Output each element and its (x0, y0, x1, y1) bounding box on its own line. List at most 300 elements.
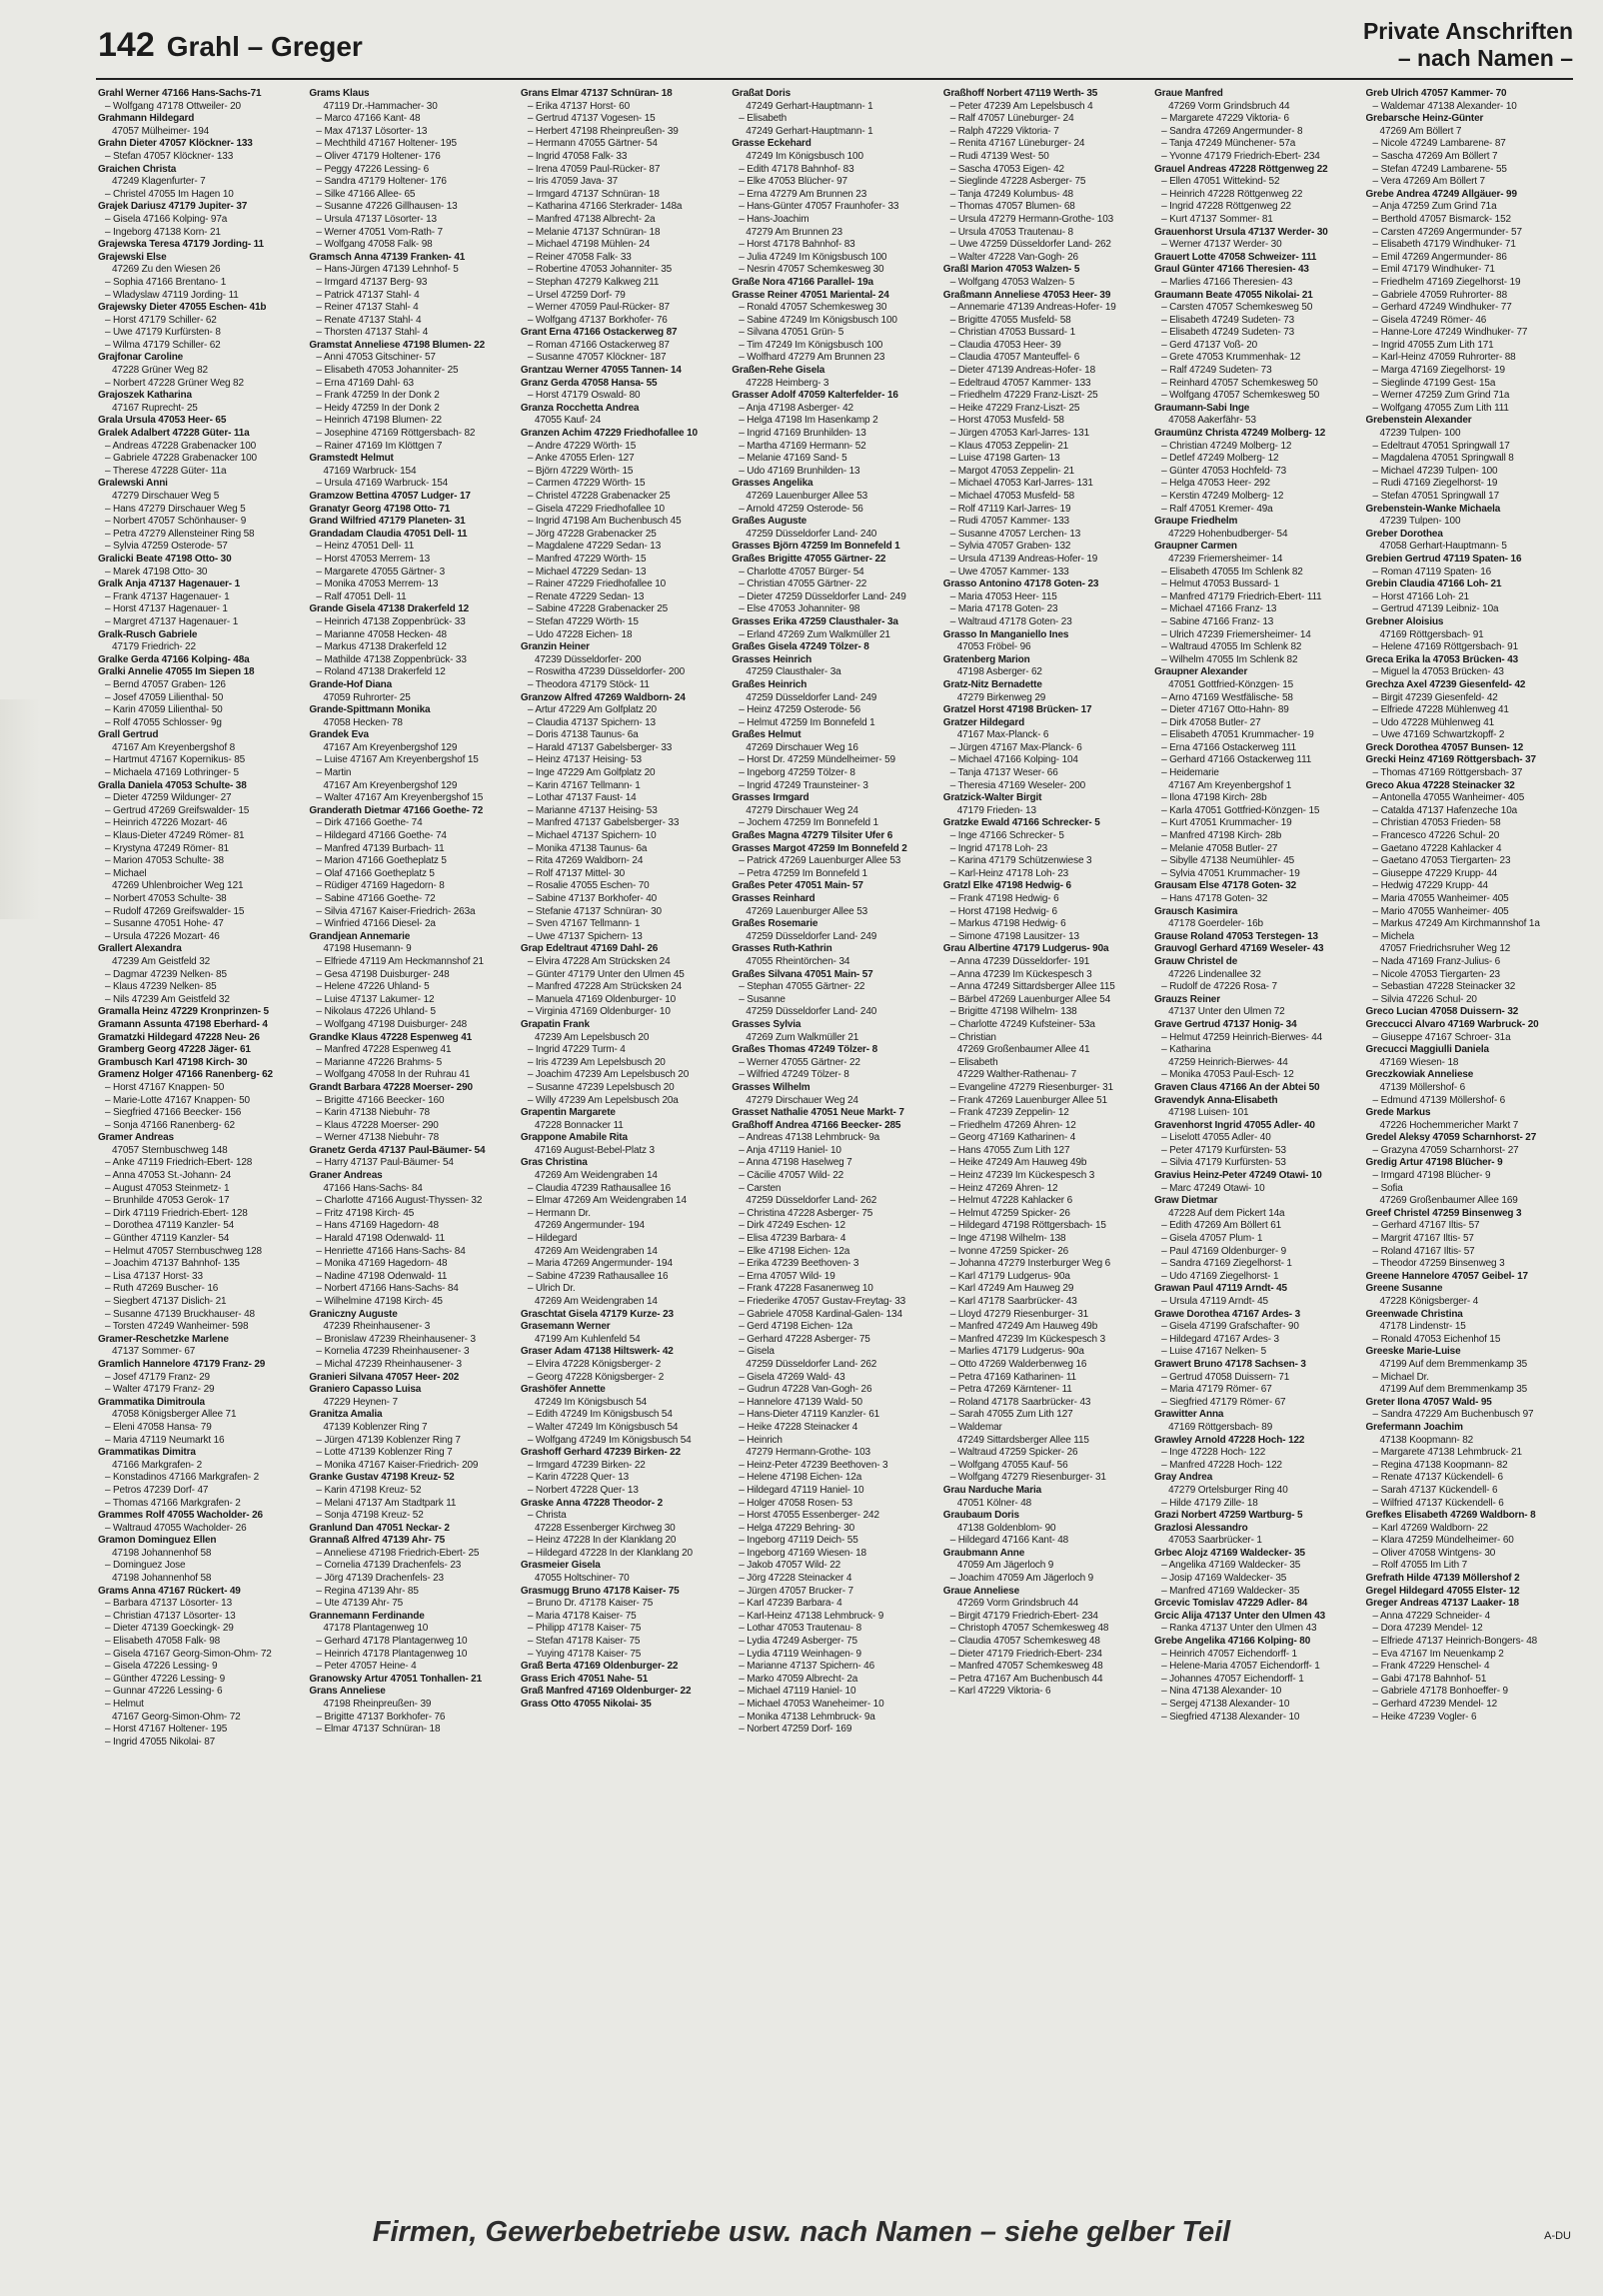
listing-entry: – Josephine 47169 Röttgersbach- 82 (316, 428, 476, 440)
listing-entry-surname: Graul Günter 47166 Theresien- 43 (1154, 264, 1309, 276)
listing-entry: 47198 Luisen- 101 (1168, 1107, 1249, 1119)
listing-entry: 47269 Zum Walkmüller 21 (746, 1031, 859, 1043)
listing-entry: – Jochem 47259 Im Bonnefeld 1 (739, 817, 878, 829)
listing-entry: – Ingrid 47058 Falk- 33 (527, 150, 628, 162)
listing-entry: – Wilfried 47249 Tölzer- 8 (739, 1069, 849, 1081)
listing-entry: – Hans-Dieter 47119 Kanzler- 61 (739, 1409, 880, 1421)
listing-entry: – Katharina 47166 Sterkrader- 148a (527, 201, 683, 213)
listing-entry: – Markus 47249 Am Kirchmannshof 1a (1372, 918, 1540, 930)
listing-entry: – Giuseppe 47167 Schroer- 31a (1372, 1031, 1511, 1043)
listing-entry: – Mathilde 47138 Zoppenbrück- 33 (316, 653, 467, 665)
listing-entry: – Luise 47137 Lakumer- 12 (316, 993, 435, 1005)
listing-entry: – Karl-Heinz 47059 Ruhrorter- 88 (1372, 352, 1516, 364)
listing-entry: – Sonja 47166 Ranenberg- 62 (105, 1119, 235, 1131)
listing-entry: – Gisela 47269 Wald- 43 (739, 1371, 845, 1383)
listing-entry-surname: Graßes Rosemarie (732, 918, 818, 930)
listing-entry: – Rudi 47139 West- 50 (949, 150, 1049, 162)
listing-entry: – Edeltraut 47051 Springwall 17 (1372, 440, 1510, 452)
listing-entry: – Monika 47053 Merrem- 13 (316, 578, 439, 590)
listing-column (521, 88, 728, 2171)
listing-entry: – Wolfgang 47279 Riesenburger- 31 (949, 1472, 1106, 1484)
listing-entry: – Tanja 47249 Münchener- 57a (1161, 138, 1296, 150)
listing-entry: 47167 Am Kreyenbergshof 129 (323, 741, 458, 753)
listing-entry: – Heinrich (739, 1434, 783, 1446)
listing-entry: – Günter 47179 Unter den Ulmen 45 (527, 968, 685, 980)
listing-entry-surname: Grebarsche Heinz-Günter (1365, 113, 1484, 125)
listing-entry-surname: Graniero Capasso Luisa (309, 1384, 422, 1396)
listing-entry: – Uwe 47179 Kurfürsten- 8 (105, 327, 221, 339)
listing-entry: – Werner 47138 Niebuhr- 78 (316, 1132, 440, 1144)
listing-entry-surname: Grajoszek Katharina (98, 390, 192, 402)
listing-entry: – Renate 47229 Sedan- 13 (527, 590, 645, 602)
listing-entry: – Horst 47053 Merrem- 13 (316, 553, 431, 565)
listing-entry: – Elisabeth 47058 Falk- 98 (105, 1636, 221, 1648)
listing-entry-surname: Grebin Claudia 47166 Loh- 21 (1365, 578, 1502, 590)
listing-entry: – Luise 47198 Garten- 13 (949, 453, 1060, 465)
listing-entry-surname: Greczkowiak Anneliese (1365, 1069, 1474, 1081)
listing-entry: – Marianne 47137 Spichern- 46 (739, 1661, 875, 1673)
listing-entry-surname: Gramalla Heinz 47229 Kronprinzen- 5 (98, 1006, 269, 1018)
listing-entry: – Anke 47119 Friedrich-Ebert- 128 (105, 1157, 253, 1169)
listing-entry: – Gaetano 47228 Kahlacker 4 (1372, 842, 1502, 854)
listing-entry: – Gerhard 47239 Mendel- 12 (1372, 1699, 1498, 1710)
listing-entry: – Siegbert 47137 Dislich- 21 (105, 1296, 227, 1307)
listing-entry: – Horst 47167 Knappen- 50 (105, 1081, 225, 1093)
listing-entry: – Gabriele 47228 Grabenacker 100 (105, 453, 257, 465)
listing-entry: – Patrick 47137 Stahl- 4 (316, 289, 420, 301)
listing-entry: – Gerhard 47167 Iltis- 57 (1372, 1220, 1480, 1232)
listing-entry: – Susanne 47139 Bruckhauser- 48 (105, 1308, 255, 1320)
listing-entry: – Wolfgang 47053 Walzen- 5 (949, 276, 1075, 288)
listing-entry: – Doris 47138 Taunus- 6a (527, 729, 639, 741)
listing-entry-surname: Gras Christina (520, 1157, 588, 1169)
listing-entry: – Gerhard 47249 Windhuker- 77 (1372, 302, 1512, 314)
listing-entry: – Wolfgang 47055 Kauf- 56 (949, 1459, 1068, 1471)
listing-entry-surname: Grasses Sylvia (732, 1018, 802, 1030)
listing-entry: – Michael 47239 Tulpen- 100 (1372, 465, 1498, 477)
listing-entry: – Manfred 47239 Im Kückespesch 3 (949, 1333, 1105, 1345)
listing-entry: – Heinz-Peter 47239 Beethoven- 3 (739, 1459, 888, 1471)
listing-entry: – Elfriede 47137 Heinrich-Bongers- 48 (1372, 1636, 1538, 1648)
listing-entry: – Siegfried 47166 Beecker- 156 (105, 1107, 242, 1119)
listing-entry: – Anke 47055 Erlen- 127 (527, 453, 635, 465)
listing-entry: – Elvira 47228 Am Strücksken 24 (527, 955, 671, 967)
listing-entry: – Sonja 47198 Kreuz- 52 (316, 1510, 424, 1522)
listing-entry: – Hildegard 47198 Röttgersbach- 15 (949, 1220, 1106, 1232)
listing-entry: – Magdalena 47051 Springwall 8 (1372, 453, 1514, 465)
listing-entry: 47259 Düsseldorfer Land- 262 (746, 1358, 877, 1370)
edition-code: A-DU (1544, 2230, 1571, 2242)
listing-entry: – Yuying 47178 Kaiser- 75 (527, 1648, 642, 1660)
listing-entry: – Ingrid 47055 Zum Lith 171 (1372, 339, 1494, 351)
listing-entry: – Rolf 47137 Mittel- 30 (527, 867, 626, 879)
listing-entry: 47279 Birkenweg 29 (956, 691, 1046, 703)
listing-entry: – Marko 47059 Albrecht- 2a (739, 1673, 858, 1685)
listing-entry: – Heinz 47051 Dell- 11 (316, 541, 415, 553)
listing-entry-surname: Granowsky Artur 47051 Tonhallen- 21 (309, 1673, 483, 1685)
listing-entry: – Frank 47198 Hedwig- 6 (949, 893, 1059, 904)
listing-entry: – Margret 47137 Hagenauer- 1 (105, 615, 239, 627)
listing-entry-surname: Gramstedt Helmut (309, 453, 394, 465)
listing-entry: – Michael 47198 Mühlen- 24 (527, 239, 651, 251)
listing-entry: – Manfred 47179 Friedrich-Ebert- 111 (1161, 590, 1322, 602)
listing-entry: – Manfred 47198 Kirch- 28b (1161, 830, 1282, 842)
listing-entry: – Gisela 47226 Lessing- 9 (105, 1661, 218, 1673)
listing-entry: – Johanna 47279 Insterburger Weg 6 (949, 1258, 1111, 1270)
listing-entry: – Brunhilde 47053 Gerok- 17 (105, 1195, 230, 1207)
listing-entry: – Karin 47228 Quer- 13 (527, 1472, 630, 1484)
listing-entry-surname: Grbec Alojz 47169 Waldecker- 35 (1154, 1547, 1305, 1559)
listing-entry: – Heinrich 47138 Zoppenbrück- 33 (316, 615, 466, 627)
listing-entry: – Christoph 47057 Schemkesweg 48 (949, 1623, 1109, 1635)
listing-entry-surname: Gramenz Holger 47166 Ranenberg- 62 (98, 1069, 273, 1081)
listing-entry: – Dirk 47058 Butler- 27 (1161, 716, 1261, 728)
listing-entry-surname: Graubaum Doris (942, 1510, 1019, 1522)
listing-entry: – Holger 47058 Rosen- 53 (739, 1497, 852, 1509)
listing-entry: – Kornelia 47239 Rheinhausener- 3 (316, 1346, 470, 1358)
listing-entry: – Ingrid 47228 Röttgenweg 22 (1161, 201, 1291, 213)
listing-entry: – Norbert 47228 Quer- 13 (527, 1484, 639, 1496)
listing-entry: – Sofia (1372, 1182, 1403, 1194)
listing-entry: – Roland 47167 Iltis- 57 (1372, 1245, 1475, 1257)
listing-entry-surname: Grauzs Reiner (1154, 993, 1220, 1005)
listing-entry-surname: Grasemann Werner (520, 1321, 611, 1333)
listing-entry: – Wolfgang 47137 Borkhofer- 76 (527, 314, 668, 326)
listing-entry: – Gisela 47057 Plum- 1 (1161, 1233, 1263, 1245)
listing-entry: – Sarah 47055 Zum Lith 127 (949, 1409, 1073, 1421)
listing-entry-surname: Gramberg Georg 47228 Jäger- 61 (98, 1044, 251, 1056)
listing-entry: – Nadine 47198 Odenwald- 11 (316, 1270, 448, 1282)
listing-entry: – Petros 47239 Dorf- 47 (105, 1484, 209, 1496)
listing-entry: – Mechthild 47167 Holtener- 195 (316, 138, 457, 150)
listing-entry: – Melani 47137 Am Stadtpark 11 (316, 1497, 457, 1509)
listing-entry: – Willy 47239 Am Lepelsbusch 20a (527, 1094, 679, 1106)
listing-entry: – Johannes 47057 Eichendorff- 1 (1161, 1673, 1304, 1685)
listing-entry: – Elmar 47269 Am Weidengraben 14 (527, 1195, 687, 1207)
listing-entry: – Nada 47169 Franz-Julius- 6 (1372, 955, 1501, 967)
listing-entry: – Ranka 47137 Unter den Ulmen 43 (1161, 1623, 1317, 1635)
listing-entry-surname: Graue Manfred (1154, 88, 1223, 99)
listing-entry: 47229 Hohenbudberger- 54 (1168, 528, 1288, 540)
listing-entry: – Horst 47053 Musfeld- 58 (949, 415, 1064, 427)
listing-entry-surname: Grecki Heinz 47169 Röttgersbach- 37 (1365, 754, 1536, 766)
listing-entry-surname: Greck Dorothea 47057 Bunsen- 12 (1365, 741, 1524, 753)
listing-entry: 47269 Am Weidengraben 14 (534, 1170, 658, 1182)
listing-entry: – Silvana 47051 Grün- 5 (739, 327, 844, 339)
listing-entry: – Anna 47249 Sittardsberger Allee 115 (949, 981, 1115, 993)
listing-entry: – Erika 47239 Beethoven- 3 (739, 1258, 859, 1270)
listing-entry: – Dirk 47166 Goethe- 74 (316, 817, 423, 829)
listing-entry: – Roman 47119 Spaten- 16 (1372, 566, 1492, 577)
listing-entry: – Sandra 47179 Holtener- 176 (316, 176, 447, 188)
listing-entry: – Erika 47137 Horst- 60 (527, 100, 631, 112)
listing-entry: – Jürgen 47057 Brucker- 7 (739, 1585, 853, 1597)
section-subtitle: – nach Namen – (1397, 45, 1573, 71)
listing-entry-surname: Gravius Heinz-Peter 47249 Otawi- 10 (1154, 1170, 1322, 1182)
listing-entry: – Monika 47053 Paul-Esch- 12 (1161, 1069, 1294, 1081)
listing-entry: – Rudi 47169 Ziegelhorst- 19 (1372, 478, 1498, 490)
listing-entry: – Hermann 47055 Gärtner- 54 (527, 138, 658, 150)
listing-entry-surname: Grallert Alexandra (98, 943, 182, 955)
listing-entry: – Gertrud 47139 Leibniz- 10a (1372, 603, 1499, 615)
listing-entry: 47228 Heimberg- 3 (746, 377, 829, 389)
listing-entry-surname: Granzow Alfred 47269 Waldborn- 24 (520, 691, 686, 703)
listing-entry: – Lotte 47139 Koblenzer Ring 7 (316, 1447, 453, 1459)
listing-entry: – Rolf 47119 Karl-Jarres- 19 (949, 503, 1071, 515)
listing-entry: – Michael 47166 Franz- 13 (1161, 603, 1277, 615)
listing-entry-surname: Grajewska Teresa 47179 Jording- 11 (98, 239, 264, 251)
listing-entry: 47239 Am Geistfeld 32 (112, 955, 211, 967)
listing-entry: – Simone 47198 Lausitzer- 13 (949, 930, 1079, 942)
listing-entry: – Klaus-Dieter 47249 Römer- 81 (105, 830, 245, 842)
listing-entry-surname: Grajfonar Caroline (98, 352, 184, 364)
listing-entry: – Karla 47051 Gottfried-Könzgen- 15 (1161, 804, 1320, 816)
listing-entry: – Heinz 47269 Ähren- 12 (949, 1182, 1058, 1194)
listing-entry-surname: Greene Susanne (1365, 1283, 1443, 1295)
listing-entry: – Susanne 47057 Lerchen- 13 (949, 528, 1081, 540)
listing-entry: – Harry 47137 Paul-Bäumer- 54 (316, 1157, 454, 1169)
listing-entry: – Günther 47226 Lessing- 9 (105, 1673, 226, 1685)
listing-entry: 47269 Vorm Grindsbruch 44 (956, 1598, 1079, 1610)
listing-entry: – Sandra 47229 Am Buchenbusch 97 (1372, 1409, 1534, 1421)
listing-entry-surname: Graumünz Christa 47249 Molberg- 12 (1154, 428, 1326, 440)
listing-entry-surname: Grebenstein Alexander (1365, 415, 1472, 427)
section-heading (1363, 18, 1573, 72)
listing-entry: – Ingrid 47169 Brunhilden- 13 (739, 428, 866, 440)
listing-entry: – Kerstin 47249 Molberg- 12 (1161, 491, 1284, 502)
listing-entry-surname: Grashoff Gerhard 47239 Birken- 22 (520, 1447, 681, 1459)
listing-entry: – Wolfgang 47055 Zum Lith 111 (1372, 402, 1509, 414)
listing-entry: – Peter 47239 Am Lepelsbusch 4 (949, 100, 1093, 112)
listing-entry: – Christian 47053 Frieden- 58 (1372, 817, 1501, 829)
listing-entry-surname: Grams Klaus (309, 88, 370, 99)
listing-entry: – Sabine 47239 Rathausallee 16 (527, 1270, 669, 1282)
listing-entry-surname: Grasses Ruth-Kathrin (732, 943, 832, 955)
listing-entry: – Harald 47137 Gabelsberger- 33 (527, 741, 673, 753)
listing-entry: – Anja 47198 Asberger- 42 (739, 402, 853, 414)
listing-entry-surname: Grau Albertine 47179 Ludgerus- 90a (942, 943, 1109, 955)
listing-entry: – Christian 47055 Gärtner- 22 (739, 578, 867, 590)
listing-entry: – Gertrud 47058 Duissern- 71 (1161, 1371, 1290, 1383)
listing-entry-surname: Grecucci Maggiulli Daniela (1365, 1044, 1489, 1056)
listing-entry: – Tanja 47137 Weser- 66 (949, 767, 1058, 779)
listing-entry: – Detlef 47249 Molberg- 12 (1161, 453, 1279, 465)
listing-entry-surname: Graßes Gisela 47249 Tölzer- 8 (732, 641, 869, 653)
listing-entry: – Dieter 47259 Düsseldorfer Land- 249 (739, 590, 906, 602)
listing-entry: – Ralf 47051 Dell- 11 (316, 590, 407, 602)
listing-entry-surname: Granz Gerda 47058 Hansa- 55 (520, 377, 658, 389)
listing-entry: – Andre 47229 Wörth- 15 (527, 440, 637, 452)
listing-entry: – Ursula 47169 Warbruck- 154 (316, 478, 449, 490)
listing-entry-surname: Graßen-Rehe Gisela (732, 365, 825, 377)
listing-entry: – Gudrun 47228 Van-Gogh- 26 (739, 1384, 872, 1396)
listing-column (943, 88, 1150, 2171)
listing-entry: – Nina 47138 Alexander- 10 (1161, 1686, 1282, 1698)
listing-entry: 47229 Walther-Rathenau- 7 (956, 1069, 1076, 1081)
listing-entry: – Michael 47229 Sedan- 13 (527, 566, 647, 577)
listing-entry: – Christian (949, 1031, 996, 1043)
listing-entry-surname: Grajek Dariusz 47179 Jupiter- 37 (98, 201, 248, 213)
listing-entry: – Heidemarie (1161, 767, 1219, 779)
listing-entry: – Heike 47228 Steinacker 4 (739, 1421, 858, 1433)
listing-entry: – Margarete 47055 Gärtner- 3 (316, 566, 446, 577)
listing-entry: – Otto 47269 Walderbenweg 16 (949, 1358, 1087, 1370)
listing-entry: – Renate 47137 Stahl- 4 (316, 314, 422, 326)
listing-entry: – Dorothea 47119 Kanzler- 54 (105, 1220, 235, 1232)
listing-entry-surname: Greger Andreas 47137 Laaker- 18 (1365, 1598, 1519, 1610)
listing-entry: – Dirk 47249 Eschen- 12 (739, 1220, 845, 1232)
listing-entry: – Sieglinde 47228 Asberger- 75 (949, 176, 1086, 188)
listing-entry: – Elisabeth 47249 Sudeten- 73 (1161, 314, 1295, 326)
listing-entry: – Harald 47198 Odenwald- 11 (316, 1233, 446, 1245)
listing-entry: – Karl 47179 Ludgerus- 90a (949, 1270, 1070, 1282)
listing-entry-surname: Gratzick-Walter Birgit (942, 792, 1042, 804)
listing-entry: – Elfriede 47119 Am Heckmannshof 21 (316, 955, 484, 967)
listing-entry: – Georg 47169 Katharinen- 4 (949, 1132, 1076, 1144)
listing-entry: – Dominguez Jose (105, 1560, 186, 1572)
listing-entry: – Stefan 47229 Wörth- 15 (527, 615, 639, 627)
listing-entry: – Silvia 47167 Kaiser-Friedrich- 263a (316, 905, 476, 917)
listing-entry: 47179 Frieden- 13 (956, 804, 1036, 816)
listing-entry: – Siegfried 47179 Römer- 67 (1161, 1396, 1286, 1408)
listing-entry: – Gerd 47198 Eichen- 12a (739, 1321, 852, 1333)
listing-entry: – Friederike 47057 Gustav-Freytag- 33 (739, 1296, 906, 1307)
listing-entry: – Eleni 47058 Hansa- 79 (105, 1421, 212, 1433)
listing-entry: 47138 Koopmann- 82 (1379, 1434, 1474, 1446)
listing-entry: – Stefan 47178 Kaiser- 75 (527, 1636, 641, 1648)
listing-entry: – Gertrud 47269 Greifswalder- 15 (105, 804, 250, 816)
listing-entry: 47259 Düsseldorfer Land- 249 (746, 930, 877, 942)
listing-entry: – Walter 47228 Van-Gogh- 26 (949, 251, 1078, 263)
listing-entry: – Dieter 47139 Andreas-Hofer- 18 (949, 365, 1095, 377)
listing-entry: – Christian 47249 Molberg- 12 (1161, 440, 1292, 452)
listing-entry: – Renate 47137 Kückendell- 6 (1372, 1472, 1503, 1484)
listing-entry: – Uwe 47259 Düsseldorfer Land- 262 (949, 239, 1111, 251)
listing-entry: – Erna 47166 Ostackerweg 111 (1161, 741, 1297, 753)
listing-entry: – Karl 47178 Saarbrücker- 43 (949, 1296, 1077, 1307)
listing-entry: – Thomas 47166 Markgrafen- 2 (105, 1497, 241, 1509)
listing-entry: – Brigitte 47055 Musfeld- 58 (949, 314, 1071, 326)
listing-entry: 47249 Gerhart-Hauptmann- 1 (746, 100, 873, 112)
listing-entry-surname: Graupner Carmen (1154, 541, 1237, 553)
listing-entry-surname: Grasses Heinrich (732, 653, 812, 665)
listing-entry: – Heike 47249 Am Hauweg 49b (949, 1157, 1087, 1169)
listing-entry: 47169 Röttgersbach- 89 (1168, 1421, 1273, 1433)
listing-entry: – Gerhard 47166 Ostackerweg 111 (1161, 754, 1312, 766)
listing-entry: – Luise 47167 Nelken- 5 (1161, 1346, 1267, 1358)
listing-entry: – Waltraud 47055 Im Schlenk 82 (1161, 641, 1302, 653)
listing-entry: – Marianne 47137 Heising- 53 (527, 804, 658, 816)
listing-entry-surname: Grawan Paul 47119 Arndt- 45 (1154, 1283, 1287, 1295)
listing-entry: – Maria 47178 Goten- 23 (949, 603, 1058, 615)
listing-entry: – Maria 47119 Neumarkt 16 (105, 1434, 225, 1446)
listing-entry-surname: Grawitter Anna (1154, 1409, 1224, 1421)
listing-entry: – Ralf 47051 Kremer- 49a (1161, 503, 1273, 515)
listing-entry: 47167 Ruprecht- 25 (112, 402, 198, 414)
listing-entry: – Michal 47239 Rheinhausener- 3 (316, 1358, 462, 1370)
listing-entry: – Jörg 47228 Grabenacker 25 (527, 528, 657, 540)
listing-entry-surname: Grebner Aloisius (1365, 615, 1444, 627)
listing-entry: – Karin 47198 Kreuz- 52 (316, 1484, 422, 1496)
listing-entry: – Marga 47169 Ziegelhorst- 19 (1372, 365, 1505, 377)
listing-entry: 47269 Uhlenbroicher Weg 121 (112, 880, 244, 892)
listing-entry: – Nils 47239 Am Geistfeld 32 (105, 993, 230, 1005)
listing-entry: 47198 Johannenhof 58 (112, 1573, 212, 1585)
listing-entry: – Karina 47179 Schützenwiese 3 (949, 855, 1092, 867)
listing-entry: – Michael (105, 867, 147, 879)
listing-entry: – Werner 47059 Paul-Rücker- 87 (527, 302, 670, 314)
listing-entry-surname: Graßmann Anneliese 47053 Heer- 39 (942, 289, 1111, 301)
listing-entry: – Brigitte 47198 Wilhelm- 138 (949, 1006, 1077, 1018)
listing-entry-surname: Greeske Marie-Luise (1365, 1346, 1461, 1358)
listing-entry: – Elmar 47137 Schnüran- 18 (316, 1723, 441, 1735)
listing-entry: 47269 Am Weidengraben 14 (534, 1296, 658, 1307)
listing-entry-surname: Grausam Else 47178 Goten- 32 (1154, 880, 1297, 892)
listing-entry: – Ruth 47269 Buscher- 16 (105, 1283, 219, 1295)
listing-entry-surname: Gravenhorst Ingrid 47055 Adler- 40 (1154, 1119, 1315, 1131)
listing-entry: – Klaus 47228 Moerser- 290 (316, 1119, 439, 1131)
listing-entry-surname: Greter Ilona 47057 Wald- 95 (1365, 1396, 1492, 1408)
listing-entry-surname: Greco Akua 47228 Steinacker 32 (1365, 779, 1515, 791)
listing-entry: – Petra 47259 Im Bonnefeld 1 (739, 867, 867, 879)
listing-entry-surname: Graßes Silvana 47051 Main- 57 (732, 968, 873, 980)
listing-entry: – Uwe 47057 Kammer- 133 (949, 566, 1069, 577)
listing-entry: – Marlies 47179 Ludgerus- 90a (949, 1346, 1084, 1358)
listing-entry: – Edith 47178 Bahnhof- 83 (739, 163, 854, 175)
listing-entry: – Marie-Lotte 47167 Knappen- 50 (105, 1094, 250, 1106)
listing-entry: 47058 Königsberger Allee 71 (112, 1409, 237, 1421)
listing-entry: – Ursula 47226 Mozart- 46 (105, 930, 220, 942)
listing-entry: – Markus 47198 Hedwig- 6 (949, 918, 1066, 930)
listing-entry-surname: Grashöfer Annette (520, 1384, 606, 1396)
listing-entry: – Frank 47228 Fasanenweg 10 (739, 1283, 873, 1295)
listing-entry: – Herbert 47198 Rheinpreußen- 39 (527, 125, 679, 137)
listing-entry-surname: Grcevic Tomislav 47229 Adler- 84 (1154, 1598, 1308, 1610)
listing-entry: 47269 Großenbaumer Allee 169 (1379, 1195, 1518, 1207)
listing-entry: – Erna 47169 Dahl- 63 (316, 377, 414, 389)
listing-entry: – Sabine 47137 Borkhofer- 40 (527, 893, 658, 904)
listing-entry: 47279 Ortelsburger Ring 40 (1168, 1484, 1288, 1496)
listing-entry-surname: Graven Claus 47166 An der Abtei 50 (1154, 1081, 1320, 1093)
listing-entry: – Christina 47228 Asberger- 75 (739, 1207, 873, 1219)
listing-entry-surname: Grasso Antonino 47178 Goten- 23 (942, 578, 1099, 590)
listing-entry-surname: Graßes Magna 47279 Tilsiter Ufer 6 (732, 830, 893, 842)
listing-entry-surname: Graß Berta 47169 Oldenburger- 22 (520, 1661, 679, 1673)
footer-note: Firmen, Gewerbebetriebe usw. nach Namen – siehe gelber Teil (372, 2216, 1231, 2248)
listing-entry: – Björn 47229 Wörth- 15 (527, 465, 634, 477)
listing-entry: – Olaf 47166 Goetheplatz 5 (316, 867, 435, 879)
listing-entry: – Waldemar (949, 1421, 1002, 1433)
listing-entry: 47259 Heinrich-Bierwes- 44 (1168, 1056, 1288, 1068)
listing-entry: – Peter 47057 Heine- 4 (316, 1661, 417, 1673)
listing-entry: – Elisabeth 47051 Krummacher- 19 (1161, 729, 1314, 741)
listing-entry: – Joachim 47137 Bahnhof- 135 (105, 1258, 240, 1270)
listing-entry-surname: Grasses Wilhelm (732, 1081, 810, 1093)
listing-entry: 47057 Friedrichsruher Weg 12 (1379, 943, 1511, 955)
listing-entry: – Sascha 47269 Am Böllert 7 (1372, 150, 1498, 162)
listing-entry: – Hanne-Lore 47249 Windhuker- 77 (1372, 327, 1528, 339)
listing-entry: – Nicole 47249 Lambarene- 87 (1372, 138, 1506, 150)
listing-entry: – Liselott 47055 Adler- 40 (1161, 1132, 1271, 1144)
listing-entry: – Frank 47137 Hagenauer- 1 (105, 590, 230, 602)
listing-entry: – Carsten 47269 Angermunder- 57 (1372, 226, 1522, 238)
listing-entry: – Inge 47228 Hoch- 122 (1161, 1447, 1266, 1459)
listing-entry: – Ralf 47057 Lüneburger- 24 (949, 113, 1074, 125)
listing-entry: – Werner 47055 Gärtner- 22 (739, 1056, 860, 1068)
listing-entry: 47167 Georg-Simon-Ohm- 72 (112, 1711, 241, 1722)
listing-entry: – Cäcilie 47057 Wild- 22 (739, 1170, 844, 1182)
listing-entry-surname: Grans Elmar 47137 Schnüran- 18 (520, 88, 673, 99)
